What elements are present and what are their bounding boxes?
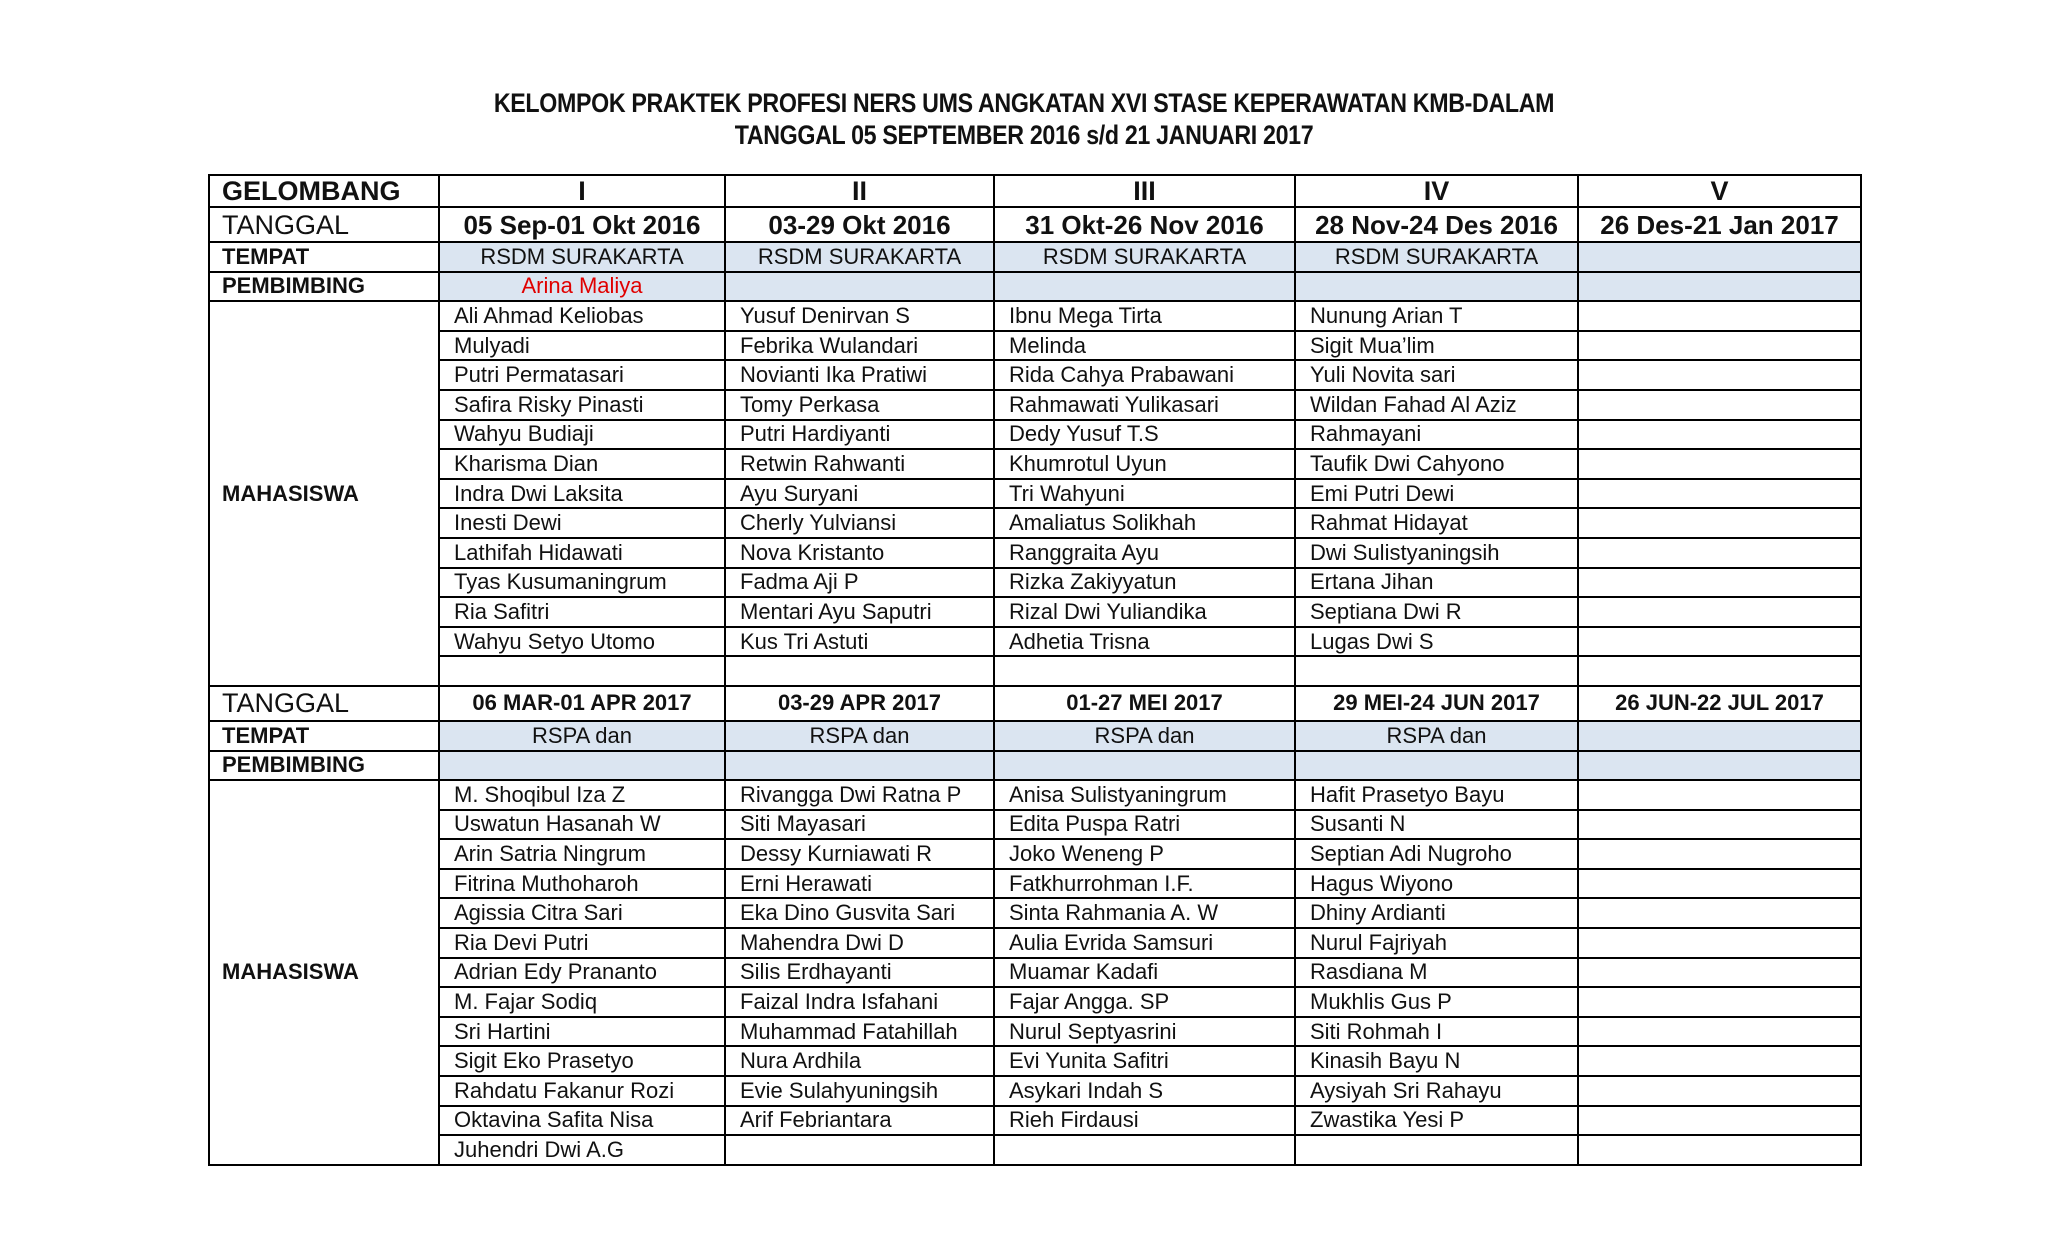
- student-row: [209, 869, 1861, 899]
- pembimbing-cell: [1295, 751, 1578, 781]
- student-name: Aysiyah Sri Rahayu: [1295, 1076, 1578, 1106]
- tempat-label: TEMPAT: [209, 721, 439, 751]
- student-name: Taufik Dwi Cahyono: [1295, 449, 1578, 479]
- wave-5: V: [1578, 175, 1861, 207]
- student-name: Fitrina Muthoharoh: [439, 869, 725, 899]
- pembimbing-row: [209, 751, 1861, 781]
- student-row: [209, 538, 1861, 568]
- date-cell: 05 Sep-01 Okt 2016: [439, 207, 725, 242]
- student-row: [209, 987, 1861, 1017]
- student-name: [1578, 390, 1861, 420]
- student-name: Wildan Fahad Al Aziz: [1295, 390, 1578, 420]
- student-name: Ranggraita Ayu: [994, 538, 1295, 568]
- student-name: Septiana Dwi R: [1295, 597, 1578, 627]
- student-name: Mentari Ayu Saputri: [725, 597, 994, 627]
- student-name: Hafit Prasetyo Bayu: [1295, 780, 1578, 810]
- wave-header-row: [209, 175, 1861, 207]
- tempat-cell: RSDM SURAKARTA: [725, 242, 994, 272]
- student-name: Juhendri Dwi A.G: [439, 1135, 725, 1165]
- document-title: KELOMPOK PRAKTEK PROFESI NERS UMS ANGKATAN XVI STASE KEPERAWATAN KMB-DALAM: [493, 88, 1555, 118]
- date-cell: 01-27 MEI 2017: [994, 686, 1295, 721]
- student-row: [209, 1106, 1861, 1136]
- student-name: M. Fajar Sodiq: [439, 987, 725, 1017]
- student-name: Wahyu Budiaji: [439, 420, 725, 450]
- student-name: Oktavina Safita Nisa: [439, 1106, 725, 1136]
- student-name: Ria Safitri: [439, 597, 725, 627]
- student-name: Kus Tri Astuti: [725, 627, 994, 657]
- tempat-label: TEMPAT: [209, 242, 439, 272]
- student-name: Siti Rohmah I: [1295, 1017, 1578, 1047]
- student-name: Eka Dino Gusvita Sari: [725, 898, 994, 928]
- tempat-cell: RSPA dan: [725, 721, 994, 751]
- student-name: Hagus Wiyono: [1295, 869, 1578, 899]
- student-name: [1578, 1135, 1861, 1165]
- student-row: [209, 597, 1861, 627]
- student-name: [1578, 958, 1861, 988]
- student-name: [994, 1135, 1295, 1165]
- student-row: [209, 479, 1861, 509]
- student-name: [1578, 780, 1861, 810]
- student-name: Tyas Kusumaningrum: [439, 568, 725, 598]
- student-name: Ria Devi Putri: [439, 928, 725, 958]
- student-name: Dedy Yusuf T.S: [994, 420, 1295, 450]
- student-name: Nunung Arian T: [1295, 301, 1578, 331]
- student-row: [209, 420, 1861, 450]
- tempat-cell: RSDM SURAKARTA: [439, 242, 725, 272]
- student-row: [209, 839, 1861, 869]
- date-cell: 26 JUN-22 JUL 2017: [1578, 686, 1861, 721]
- student-name: [1578, 1017, 1861, 1047]
- student-name: Dwi Sulistyaningsih: [1295, 538, 1578, 568]
- student-name: Joko Weneng P: [994, 839, 1295, 869]
- student-name: Silis Erdhayanti: [725, 958, 994, 988]
- student-name: Rasdiana M: [1295, 958, 1578, 988]
- wave-4: IV: [1295, 175, 1578, 207]
- student-name: Rivangga Dwi Ratna P: [725, 780, 994, 810]
- pembimbing-cell: [1295, 272, 1578, 302]
- tempat-cell: [1578, 721, 1861, 751]
- student-name: Rizka Zakiyyatun: [994, 568, 1295, 598]
- student-name: Rahmawati Yulikasari: [994, 390, 1295, 420]
- student-name: Putri Permatasari: [439, 360, 725, 390]
- student-name: Ibnu Mega Tirta: [994, 301, 1295, 331]
- tempat-cell: [1578, 242, 1861, 272]
- student-row: [209, 301, 1861, 331]
- student-name: Agissia Citra Sari: [439, 898, 725, 928]
- student-name: [1578, 568, 1861, 598]
- student-name: Tri Wahyuni: [994, 479, 1295, 509]
- student-name: [1578, 597, 1861, 627]
- student-name: Rizal Dwi Yuliandika: [994, 597, 1295, 627]
- student-name: Sigit Eko Prasetyo: [439, 1046, 725, 1076]
- student-row: [209, 1017, 1861, 1047]
- tanggal-label: TANGGAL: [209, 207, 439, 242]
- pembimbing-cell: [994, 751, 1295, 781]
- student-name: Sinta Rahmania A. W: [994, 898, 1295, 928]
- student-row: [209, 780, 1861, 810]
- student-name: [725, 656, 994, 686]
- student-name: Dessy Kurniawati R: [725, 839, 994, 869]
- student-name: Aulia Evrida Samsuri: [994, 928, 1295, 958]
- pembimbing-label: PEMBIMBING: [209, 751, 439, 781]
- student-row: [209, 449, 1861, 479]
- student-name: Ertana Jihan: [1295, 568, 1578, 598]
- pembimbing-label: PEMBIMBING: [209, 272, 439, 302]
- student-row: [209, 928, 1861, 958]
- student-name: Nurul Septyasrini: [994, 1017, 1295, 1047]
- student-name: [1578, 301, 1861, 331]
- student-name: Nura Ardhila: [725, 1046, 994, 1076]
- student-name: Rahdatu Fakanur Rozi: [439, 1076, 725, 1106]
- student-name: [1578, 1046, 1861, 1076]
- student-name: Nova Kristanto: [725, 538, 994, 568]
- student-name: Adhetia Trisna: [994, 627, 1295, 657]
- pembimbing-cell: [439, 751, 725, 781]
- student-name: [994, 656, 1295, 686]
- student-name: Safira Risky Pinasti: [439, 390, 725, 420]
- student-name: [1578, 538, 1861, 568]
- student-name: Uswatun Hasanah W: [439, 810, 725, 840]
- pembimbing-cell: [725, 272, 994, 302]
- student-name: Evi Yunita Safitri: [994, 1046, 1295, 1076]
- student-name: Anisa Sulistyaningrum: [994, 780, 1295, 810]
- student-name: [1578, 420, 1861, 450]
- student-name: Arif Febriantara: [725, 1106, 994, 1136]
- wave-3: III: [994, 175, 1295, 207]
- student-name: Septian Adi Nugroho: [1295, 839, 1578, 869]
- tempat-cell: RSDM SURAKARTA: [1295, 242, 1578, 272]
- student-name: Fajar Angga. SP: [994, 987, 1295, 1017]
- student-name: Amaliatus Solikhah: [994, 508, 1295, 538]
- student-name: [439, 656, 725, 686]
- document-subtitle: TANGGAL 05 SEPTEMBER 2016 s/d 21 JANUARI 2017: [734, 120, 1314, 150]
- student-row: [209, 958, 1861, 988]
- student-name: Yuli Novita sari: [1295, 360, 1578, 390]
- student-name: Mulyadi: [439, 331, 725, 361]
- date-cell: 03-29 APR 2017: [725, 686, 994, 721]
- student-name: Sri Hartini: [439, 1017, 725, 1047]
- student-name: Adrian Edy Prananto: [439, 958, 725, 988]
- tempat-cell: RSPA dan: [994, 721, 1295, 751]
- student-name: Rahmayani: [1295, 420, 1578, 450]
- pembimbing-cell: Arina Maliya: [439, 272, 725, 302]
- student-row: [209, 360, 1861, 390]
- gelombang-label: GELOMBANG: [209, 175, 439, 207]
- student-name: M. Shoqibul Iza Z: [439, 780, 725, 810]
- student-name: [1578, 1106, 1861, 1136]
- student-name: [1578, 839, 1861, 869]
- student-name: Asykari Indah S: [994, 1076, 1295, 1106]
- student-name: Inesti Dewi: [439, 508, 725, 538]
- tanggal-row: [209, 686, 1861, 721]
- student-name: [725, 1135, 994, 1165]
- student-name: [1578, 898, 1861, 928]
- student-name: Edita Puspa Ratri: [994, 810, 1295, 840]
- pembimbing-cell: [994, 272, 1295, 302]
- student-name: Muhammad Fatahillah: [725, 1017, 994, 1047]
- student-name: [1578, 360, 1861, 390]
- wave-1: I: [439, 175, 725, 207]
- student-name: Mukhlis Gus P: [1295, 987, 1578, 1017]
- student-name: Ayu Suryani: [725, 479, 994, 509]
- student-name: Khumrotul Uyun: [994, 449, 1295, 479]
- student-row: [209, 627, 1861, 657]
- date-cell: 31 Okt-26 Nov 2016: [994, 207, 1295, 242]
- student-row: [209, 810, 1861, 840]
- student-name: Fadma Aji P: [725, 568, 994, 598]
- tempat-cell: RSPA dan: [1295, 721, 1578, 751]
- student-name: Rida Cahya Prabawani: [994, 360, 1295, 390]
- tanggal-label: TANGGAL: [209, 686, 439, 721]
- pembimbing-row: [209, 272, 1861, 302]
- student-name: Wahyu Setyo Utomo: [439, 627, 725, 657]
- student-name: Yusuf Denirvan S: [725, 301, 994, 331]
- student-name: Faizal Indra Isfahani: [725, 987, 994, 1017]
- wave-2: II: [725, 175, 994, 207]
- student-name: Siti Mayasari: [725, 810, 994, 840]
- student-name: [1578, 869, 1861, 899]
- student-name: [1295, 656, 1578, 686]
- student-name: Erni Herawati: [725, 869, 994, 899]
- student-row: [209, 508, 1861, 538]
- student-row: [209, 390, 1861, 420]
- student-row: [209, 1076, 1861, 1106]
- student-name: Mahendra Dwi D: [725, 928, 994, 958]
- student-name: [1578, 449, 1861, 479]
- student-row: [209, 1046, 1861, 1076]
- pembimbing-cell: [725, 751, 994, 781]
- tanggal-row: [209, 207, 1861, 242]
- mahasiswa-label: MAHASISWA: [209, 301, 439, 686]
- student-name: Tomy Perkasa: [725, 390, 994, 420]
- student-name: Zwastika Yesi P: [1295, 1106, 1578, 1136]
- pembimbing-cell: [1578, 751, 1861, 781]
- student-name: Emi Putri Dewi: [1295, 479, 1578, 509]
- student-name: [1578, 1076, 1861, 1106]
- student-name: [1578, 928, 1861, 958]
- date-cell: 06 MAR-01 APR 2017: [439, 686, 725, 721]
- student-name: Retwin Rahwanti: [725, 449, 994, 479]
- student-row: [209, 1135, 1861, 1165]
- student-name: Lugas Dwi S: [1295, 627, 1578, 657]
- student-name: Ali Ahmad Keliobas: [439, 301, 725, 331]
- student-name: [1578, 479, 1861, 509]
- student-name: Melinda: [994, 331, 1295, 361]
- student-name: [1578, 627, 1861, 657]
- student-name: Evie Sulahyuningsih: [725, 1076, 994, 1106]
- tempat-row: [209, 721, 1861, 751]
- date-cell: 29 MEI-24 JUN 2017: [1295, 686, 1578, 721]
- tempat-cell: RSDM SURAKARTA: [994, 242, 1295, 272]
- student-name: [1578, 810, 1861, 840]
- student-name: Kinasih Bayu N: [1295, 1046, 1578, 1076]
- student-name: Dhiny Ardianti: [1295, 898, 1578, 928]
- student-name: Cherly Yulviansi: [725, 508, 994, 538]
- student-name: Rahmat Hidayat: [1295, 508, 1578, 538]
- student-name: Susanti N: [1295, 810, 1578, 840]
- date-cell: 03-29 Okt 2016: [725, 207, 994, 242]
- student-name: [1578, 656, 1861, 686]
- student-name: Lathifah Hidawati: [439, 538, 725, 568]
- student-row: [209, 568, 1861, 598]
- student-name: Indra Dwi Laksita: [439, 479, 725, 509]
- student-name: Fatkhurrohman I.F.: [994, 869, 1295, 899]
- student-name: Kharisma Dian: [439, 449, 725, 479]
- mahasiswa-label: MAHASISWA: [209, 780, 439, 1165]
- student-name: Putri Hardiyanti: [725, 420, 994, 450]
- student-name: [1578, 508, 1861, 538]
- schedule-table: [208, 174, 1862, 1166]
- student-name: [1578, 987, 1861, 1017]
- student-name: Arin Satria Ningrum: [439, 839, 725, 869]
- student-row: [209, 898, 1861, 928]
- student-name: [1578, 331, 1861, 361]
- student-name: Muamar Kadafi: [994, 958, 1295, 988]
- tempat-row: [209, 242, 1861, 272]
- student-name: Sigit Mua’lim: [1295, 331, 1578, 361]
- student-row: [209, 331, 1861, 361]
- student-name: Novianti Ika Pratiwi: [725, 360, 994, 390]
- date-cell: 28 Nov-24 Des 2016: [1295, 207, 1578, 242]
- student-row: [209, 656, 1861, 686]
- student-name: Febrika Wulandari: [725, 331, 994, 361]
- student-name: Rieh Firdausi: [994, 1106, 1295, 1136]
- tempat-cell: RSPA dan: [439, 721, 725, 751]
- date-cell: 26 Des-21 Jan 2017: [1578, 207, 1861, 242]
- student-name: [1295, 1135, 1578, 1165]
- pembimbing-cell: [1578, 272, 1861, 302]
- student-name: Nurul Fajriyah: [1295, 928, 1578, 958]
